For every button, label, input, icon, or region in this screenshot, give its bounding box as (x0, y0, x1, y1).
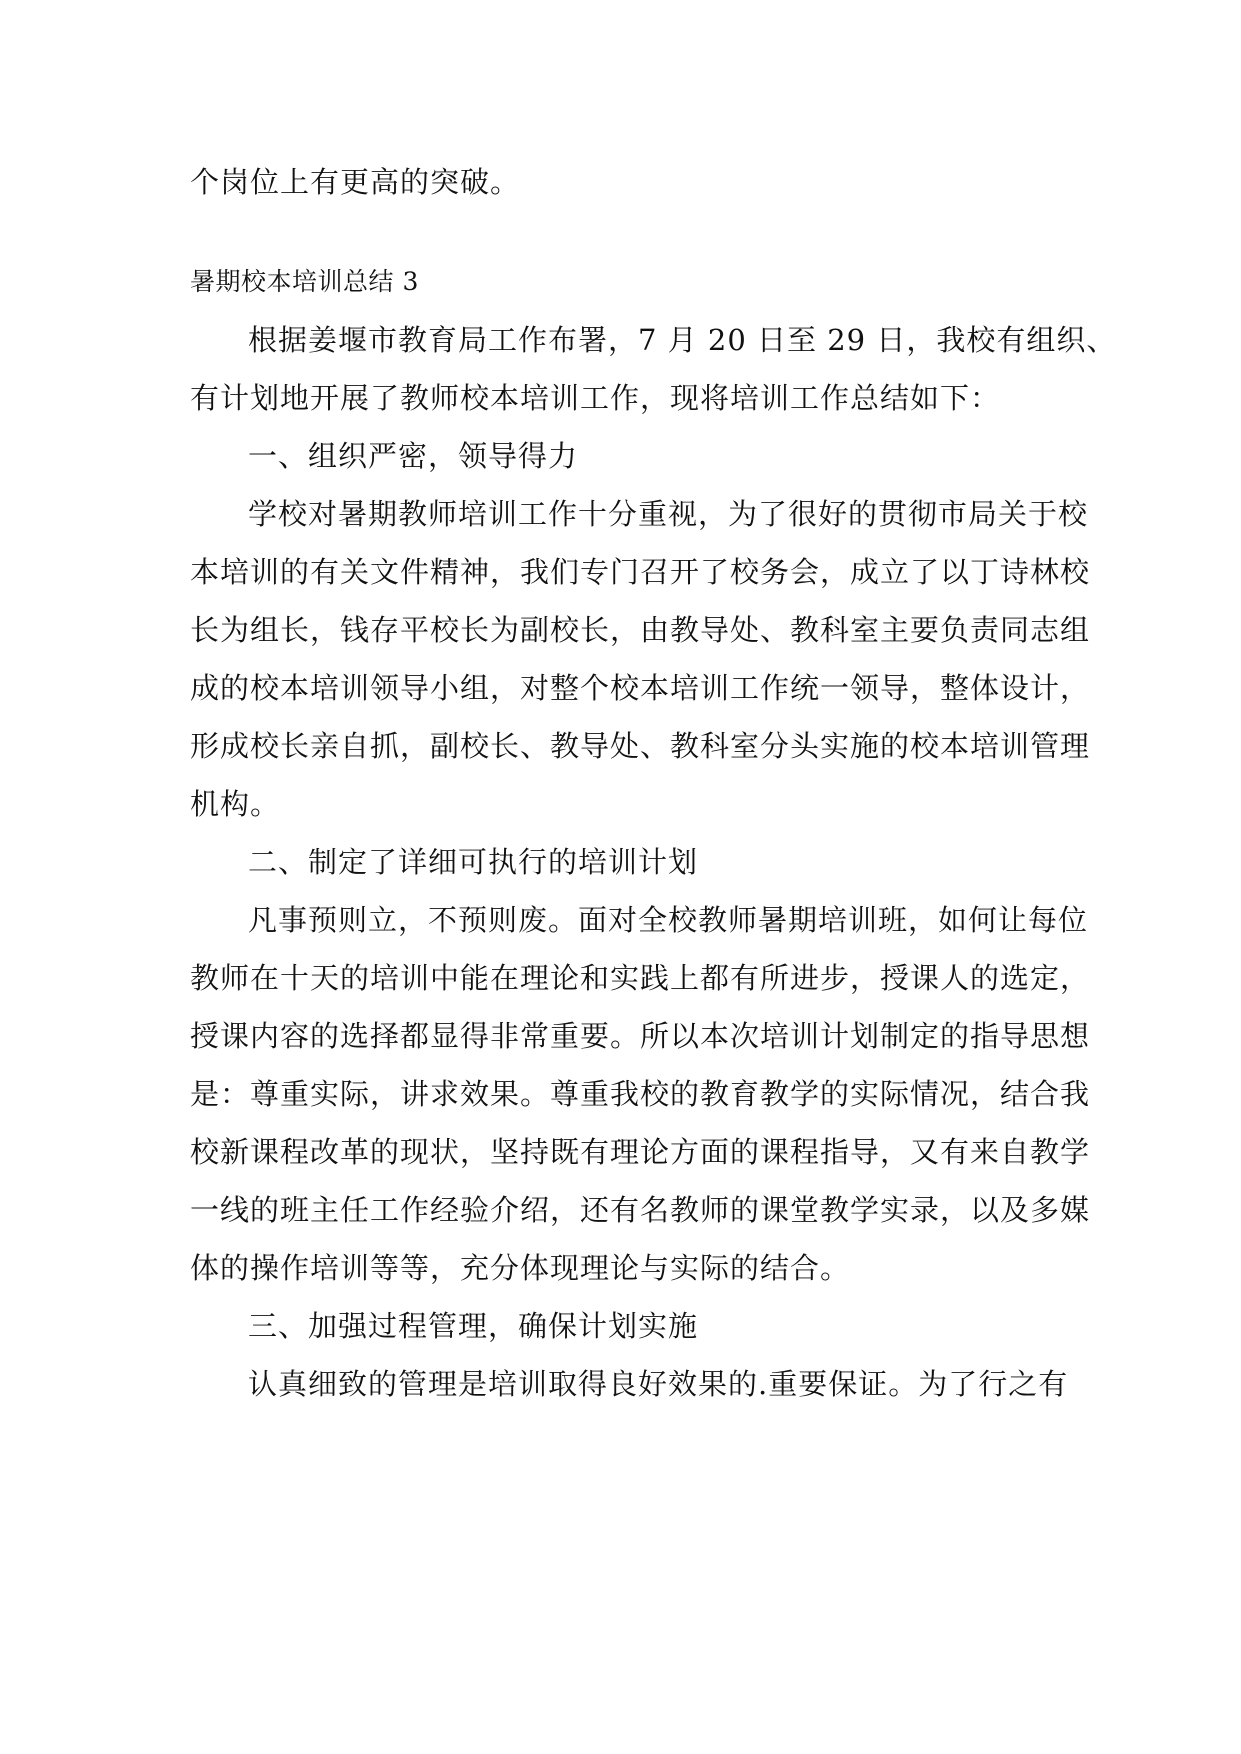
section-title: 暑期校本培训总结 3 (190, 267, 419, 296)
text-line: 机构。 (190, 787, 281, 821)
text-line: 是：尊重实际，讲求效果。尊重我校的教育教学的实际情况，结合我 (190, 1077, 1091, 1111)
text-line: 凡事预则立，不预则废。面对全校教师暑期培训班，如何让每位 (248, 903, 1089, 937)
text-line: 一线的班主任工作经验介绍，还有名教师的课堂教学实录，以及多媒 (190, 1193, 1091, 1227)
text-line: 教师在十天的培训中能在理论和实践上都有所进步，授课人的选定， (190, 961, 1091, 995)
text-line: 本培训的有关文件精神，我们专门召开了校务会，成立了以丁诗林校 (190, 555, 1091, 589)
text-line: 学校对暑期教师培训工作十分重视，为了很好的贯彻市局关于校 (248, 497, 1089, 531)
text-line: 形成校长亲自抓，副校长、教导处、教科室分头实施的校本培训管理 (190, 729, 1091, 763)
text-line: 授课内容的选择都显得非常重要。所以本次培训计划制定的指导思想 (190, 1019, 1091, 1053)
heading-2: 二、制定了详细可执行的培训计划 (248, 845, 699, 879)
text-line: 认真细致的管理是培训取得良好效果的.重要保证。为了行之有 (248, 1367, 1069, 1401)
text-line: 校新课程改革的现状，坚持既有理论方面的课程指导，又有来自教学 (190, 1135, 1091, 1169)
continuation-line: 个岗位上有更高的突破。 (190, 165, 521, 199)
text-line: 有计划地开展了教师校本培训工作，现将培训工作总结如下： (190, 381, 1001, 415)
text-line: 体的操作培训等等，充分体现理论与实际的结合。 (190, 1251, 851, 1285)
text-line: 长为组长，钱存平校长为副校长，由教导处、教科室主要负责同志组 (190, 613, 1091, 647)
text-line: 成的校本培训领导小组，对整个校本培训工作统一领导，整体设计， (190, 671, 1091, 705)
text-line: 根据姜堰市教育局工作布署，7 月 20 日至 29 日，我校有组织、 (248, 323, 1117, 357)
heading-1: 一、组织严密，领导得力 (248, 439, 579, 473)
heading-3: 三、加强过程管理，确保计划实施 (248, 1309, 699, 1343)
